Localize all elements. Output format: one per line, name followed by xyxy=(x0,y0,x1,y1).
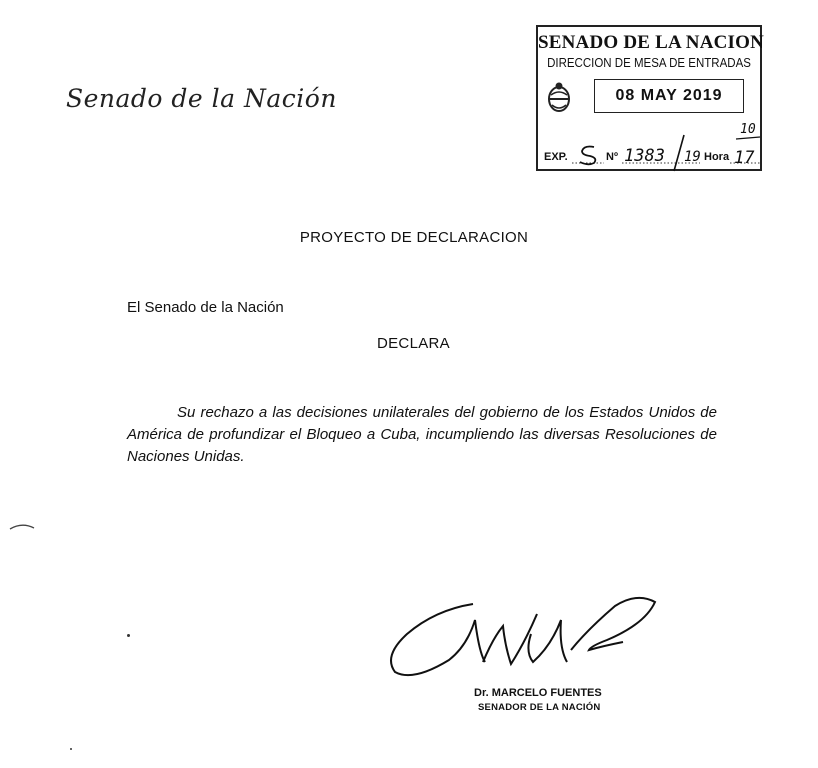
coat-of-arms-icon xyxy=(546,81,572,115)
scan-speck xyxy=(70,748,72,750)
reception-stamp xyxy=(536,25,765,171)
stamp-hora-label: Hora xyxy=(704,151,730,163)
svg-text:17: 17 xyxy=(734,148,755,168)
declara-heading: DECLARA xyxy=(377,335,450,352)
stamp-title: SENADO DE LA NACION xyxy=(538,32,765,53)
stamp-handwriting xyxy=(538,113,764,173)
stamp-subtitle: DIRECCION DE MESA DE ENTRADAS xyxy=(547,56,751,70)
stamp-date: 08 MAY 2019 xyxy=(594,79,744,113)
stamp-number-label: Nº xyxy=(606,151,618,163)
salutation: El Senado de la Nación xyxy=(127,299,284,316)
handwritten-signature xyxy=(375,590,675,690)
svg-text:10: 10 xyxy=(740,122,756,137)
scan-speck xyxy=(127,634,130,637)
letterhead: Senado de la Nación xyxy=(66,84,337,113)
svg-text:19: 19 xyxy=(684,149,701,165)
stamp-exp-label: EXP. xyxy=(544,151,568,163)
signer-name: Dr. MARCELO FUENTES xyxy=(474,687,602,699)
signer-role: SENADOR DE LA NACIÓN xyxy=(478,702,601,713)
scan-mark xyxy=(8,522,36,532)
svg-text:1383: 1383 xyxy=(624,146,665,166)
document-title: PROYECTO DE DECLARACION xyxy=(299,229,529,246)
declaration-paragraph: Su rechazo a las decisiones unilaterales del gobierno de los Estados Unidos de América de profundizar el Bloqueo a Cuba, incumpliendo las diversas Resoluciones de Naciones Unidas. xyxy=(127,404,717,465)
